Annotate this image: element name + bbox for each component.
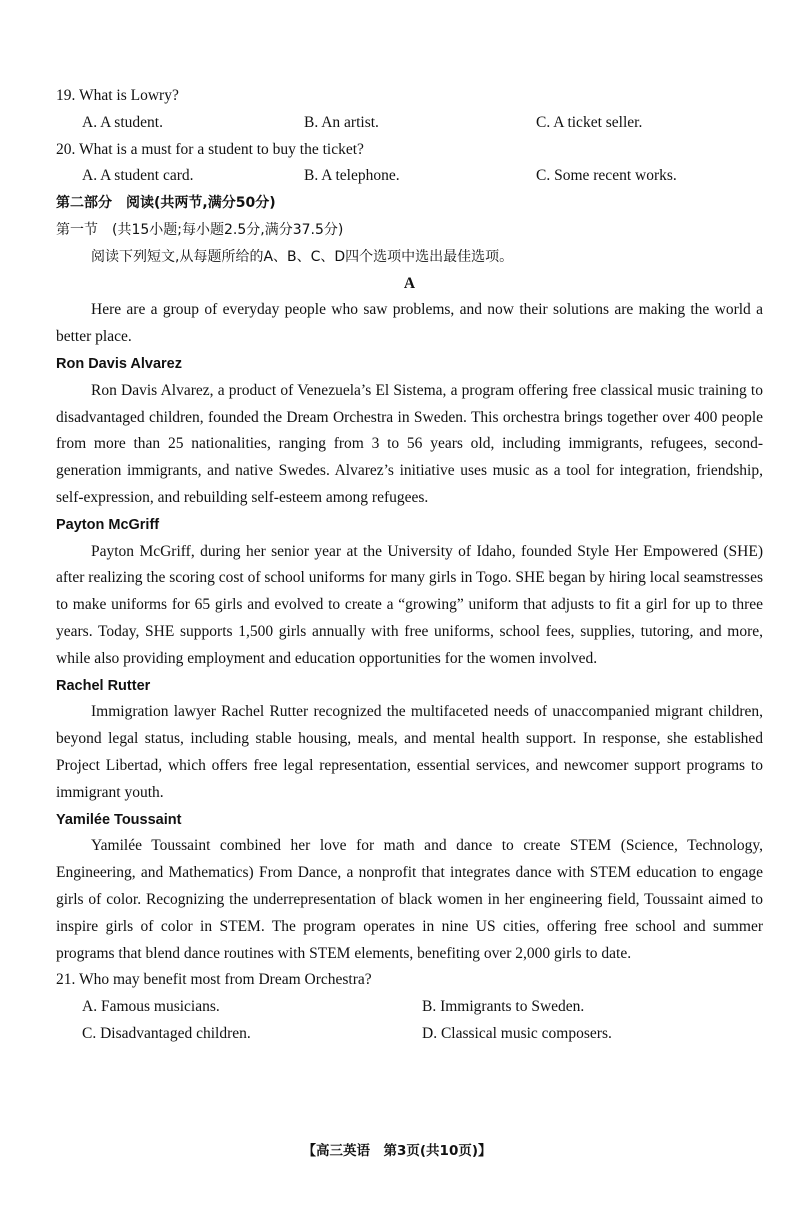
person-paragraph: Payton McGriff, during her senior year at the University of Idaho, founded Style Her Empowered (SHE) after realizing the scoring cost of school uniforms for many girls in Togo. SHE began by hiring local seamstresses to make uniforms for 65 girls and evolved to create a “growing” uniform that adjusts to fit a girl for up to three years. Today, SHE supports 1,500 girls annually with free uniforms, school fees, supplies, tutoring, and more, while also providing employment and education opportunities for the women involved. [56,542,763,667]
passage-intro: Here are a group of everyday people who saw problems, and now their solutions are making the world a better place. [56,301,763,346]
person-paragraph: Immigration lawyer Rachel Rutter recognized the multifaceted needs of unaccompanied migrant children, beyond legal status, including stable housing, meals, and mental health support. In response, she established Project Libertad, which offers free legal representation, essential services, and newcomer support programs to immigrant youth. [56,703,763,801]
person-name: Rachel Rutter [56,677,151,694]
exam-page [56,83,763,1048]
person-name: Yamilée Toussaint [56,811,182,828]
option-d: D. Classical music composers. [422,1024,612,1042]
passage-label: A [403,274,416,292]
question-21-options-row2 [56,1021,763,1048]
option-b: B. An artist. [304,113,379,131]
page-footer: 【高三英语 第3页(共10页)】 [302,1143,492,1159]
person-paragraph: Ron Davis Alvarez, a product of Venezuela’s El Sistema, a program offering free classical music training to disadvantaged children, founded the Dream Orchestra in Sweden. This orchestra brings together over 400 people from more than 25 nationalities, ranging from 3 to 56 years old, including immigrants, refugees, second-generation immigrants, and native Swedes. Alvarez’s initiative uses music as a tool for integration, friendship, self-expression, and rebuilding self-esteem among refugees. [56,381,763,506]
option-a: A. Famous musicians. [82,998,220,1016]
option-a: A. A student card. [82,167,194,185]
question-19-options [56,110,763,137]
option-b: B. A telephone. [304,167,400,185]
option-b: B. Immigrants to Sweden. [422,998,585,1016]
option-c: C. Some recent works. [536,167,677,185]
section-title: 第二部分 阅读(共两节,满分50分) [56,195,276,212]
question-21-stem: 21. Who may benefit most from Dream Orchestra? [56,971,372,989]
question-20-options [56,163,763,190]
question-19-stem: 19. What is Lowry? [56,87,179,104]
option-c: C. Disadvantaged children. [82,1024,251,1042]
question-20-stem: 20. What is a must for a student to buy the ticket? [56,140,364,158]
option-c: C. A ticket seller. [536,113,643,131]
instruction: 阅读下列短文,从每题所给的A、B、C、D四个选项中选出最佳选项。 [91,248,514,265]
person-paragraph: Yamilée Toussaint combined her love for math and dance to create STEM (Science, Technology, Engineering, and Mathematics) From Dance, a nonprofit that integrates dance with STEM education to engage girls of color. Recognizing the underrepresentation of black women in her engineering field, Toussaint aimed to inspire girls of color in STEM. The program operates in nine US cities, offering free school and summer programs that blend dance routines with STEM elements, benefiting over 2,000 girls to date. [56,837,763,962]
subsection-title: 第一节 (共15小题;每小题2.5分,满分37.5分) [56,221,344,238]
person-name: Ron Davis Alvarez [56,355,182,372]
question-21-options-row1 [56,994,763,1021]
person-name: Payton McGriff [56,516,160,533]
option-a: A. A student. [82,113,163,131]
